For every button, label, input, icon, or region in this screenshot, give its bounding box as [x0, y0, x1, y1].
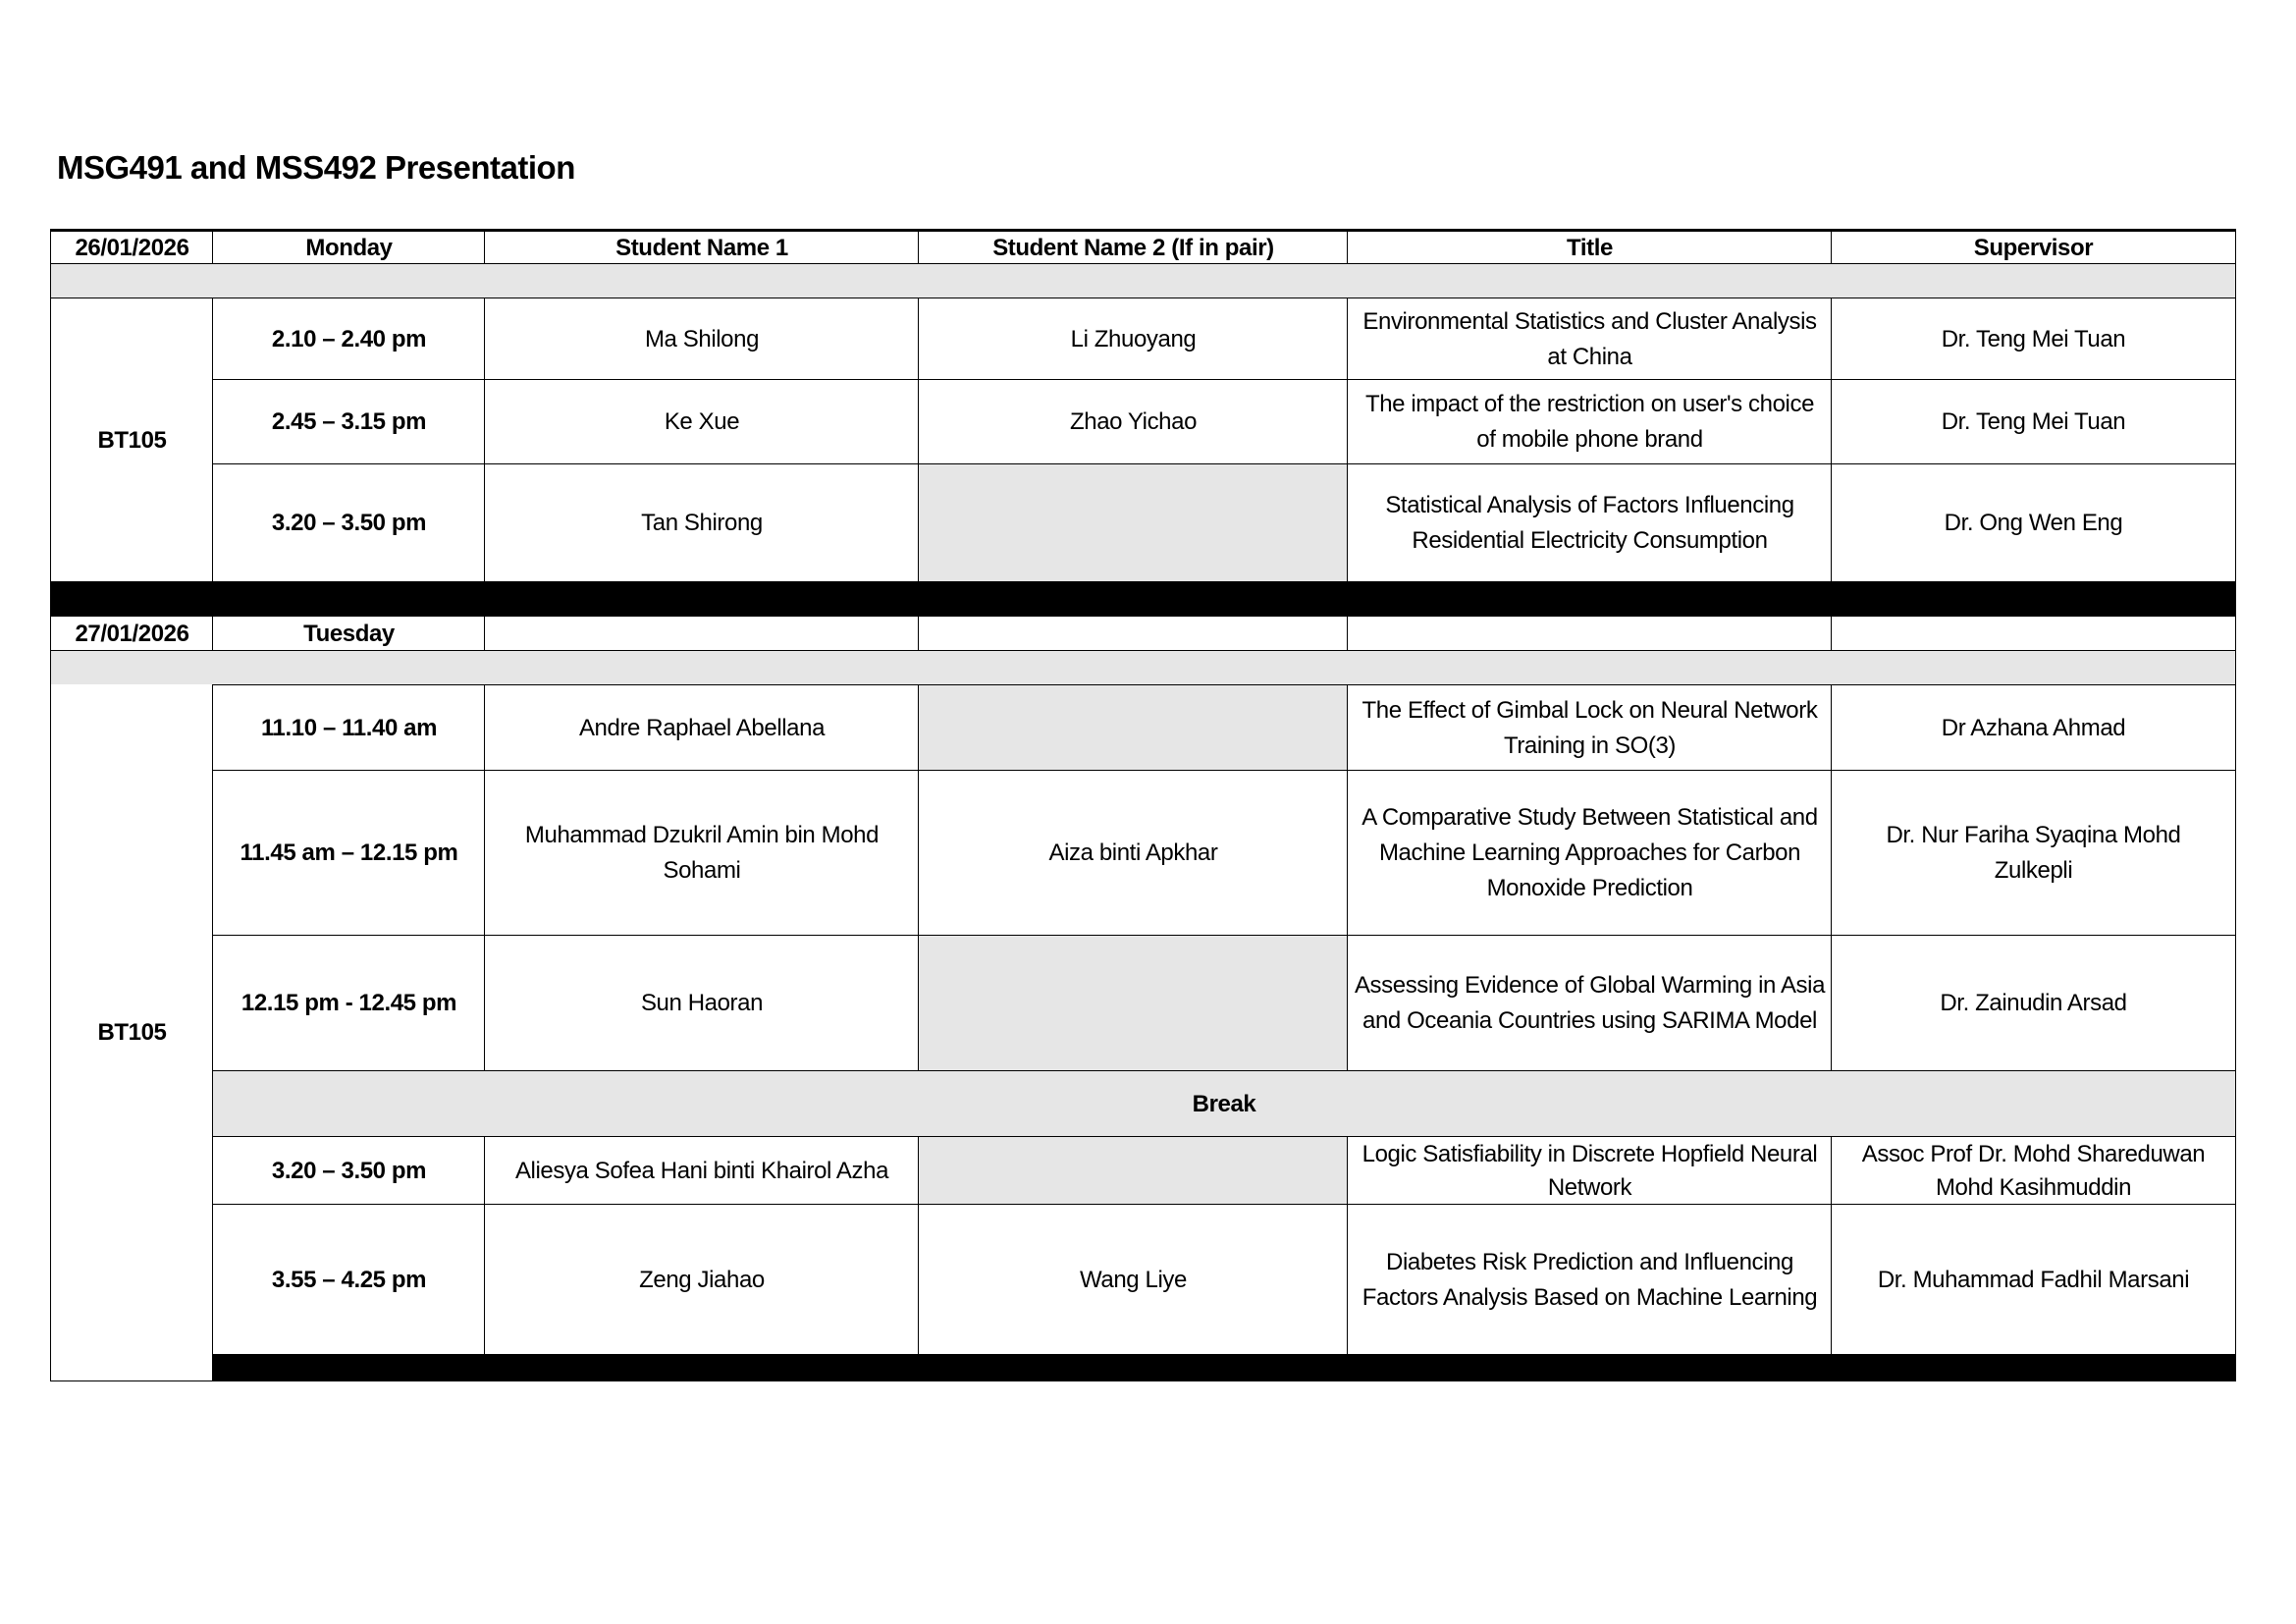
session-time: 2.10 – 2.40 pm [212, 298, 486, 381]
supervisor-name: Dr. Zainudin Arsad [1831, 935, 2236, 1072]
header-student-name-2: Student Name 2 (If in pair) [918, 229, 1349, 265]
student-name-2: Wang Liye [918, 1204, 1349, 1356]
supervisor-name: Dr. Nur Fariha Syaqina Mohd Zulkepli [1831, 770, 2236, 937]
venue-cell-tuesday: BT105 [50, 684, 214, 1381]
supervisor-name: Dr. Teng Mei Tuan [1831, 298, 2236, 381]
project-title: A Comparative Study Between Statistical and Machine Learning Approaches for Carbon Monoxide Prediction [1347, 770, 1833, 937]
break-row: Break [212, 1070, 2236, 1138]
supervisor-name: Dr. Teng Mei Tuan [1831, 379, 2236, 465]
student-name-1: Tan Shirong [484, 463, 920, 583]
student-name-1: Andre Raphael Abellana [484, 684, 920, 772]
student-name-2-empty [918, 1136, 1349, 1206]
session-time: 3.20 – 3.50 pm [212, 463, 486, 583]
weekday-cell-monday: Monday [212, 229, 486, 265]
session-time: 11.10 – 11.40 am [212, 684, 486, 772]
spacer-row-monday [50, 263, 2236, 299]
header-student-name-1: Student Name 1 [484, 229, 920, 265]
student-name-2: Li Zhuoyang [918, 298, 1349, 381]
spacer-row-tuesday [50, 650, 2236, 686]
student-name-1: Zeng Jiahao [484, 1204, 920, 1356]
supervisor-name: Dr Azhana Ahmad [1831, 684, 2236, 772]
project-title: The impact of the restriction on user's choice of mobile phone brand [1347, 379, 1833, 465]
empty-header-cell [484, 616, 920, 652]
session-time: 3.55 – 4.25 pm [212, 1204, 486, 1356]
day-separator-bar [50, 581, 2236, 618]
student-name-1: Aliesya Sofea Hani binti Khairol Azha [484, 1136, 920, 1206]
document-title: MSG491 and MSS492 Presentation [57, 149, 575, 186]
empty-header-cell [918, 616, 1349, 652]
session-time: 3.20 – 3.50 pm [212, 1136, 486, 1206]
student-name-1: Ma Shilong [484, 298, 920, 381]
supervisor-name: Dr. Muhammad Fadhil Marsani [1831, 1204, 2236, 1356]
header-supervisor: Supervisor [1831, 229, 2236, 265]
project-title: Diabetes Risk Prediction and Influencing Factors Analysis Based on Machine Learning [1347, 1204, 1833, 1356]
empty-header-cell [1831, 616, 2236, 652]
session-time: 2.45 – 3.15 pm [212, 379, 486, 465]
project-title: Logic Satisfiability in Discrete Hopfield Neural Network [1347, 1136, 1833, 1206]
project-title: Statistical Analysis of Factors Influencing Residential Electricity Consumption [1347, 463, 1833, 583]
header-title: Title [1347, 229, 1833, 265]
date-cell-monday: 26/01/2026 [50, 229, 214, 265]
student-name-2-empty [918, 684, 1349, 772]
date-cell-tuesday: 27/01/2026 [50, 616, 214, 652]
empty-header-cell [1347, 616, 1833, 652]
weekday-cell-tuesday: Tuesday [212, 616, 486, 652]
student-name-1: Sun Haoran [484, 935, 920, 1072]
student-name-2-empty [918, 463, 1349, 583]
project-title: The Effect of Gimbal Lock on Neural Network Training in SO(3) [1347, 684, 1833, 772]
student-name-2: Zhao Yichao [918, 379, 1349, 465]
day-end-bar [212, 1354, 2236, 1381]
project-title: Assessing Evidence of Global Warming in Asia and Oceania Countries using SARIMA Model [1347, 935, 1833, 1072]
student-name-1: Ke Xue [484, 379, 920, 465]
supervisor-name: Assoc Prof Dr. Mohd Shareduwan Mohd Kasihmuddin [1831, 1136, 2236, 1206]
session-time: 12.15 pm - 12.45 pm [212, 935, 486, 1072]
student-name-1: Muhammad Dzukril Amin bin Mohd Sohami [484, 770, 920, 937]
session-time: 11.45 am – 12.15 pm [212, 770, 486, 937]
supervisor-name: Dr. Ong Wen Eng [1831, 463, 2236, 583]
project-title: Environmental Statistics and Cluster Analysis at China [1347, 298, 1833, 381]
student-name-2: Aiza binti Apkhar [918, 770, 1349, 937]
student-name-2-empty [918, 935, 1349, 1072]
venue-cell-monday: BT105 [50, 298, 214, 583]
